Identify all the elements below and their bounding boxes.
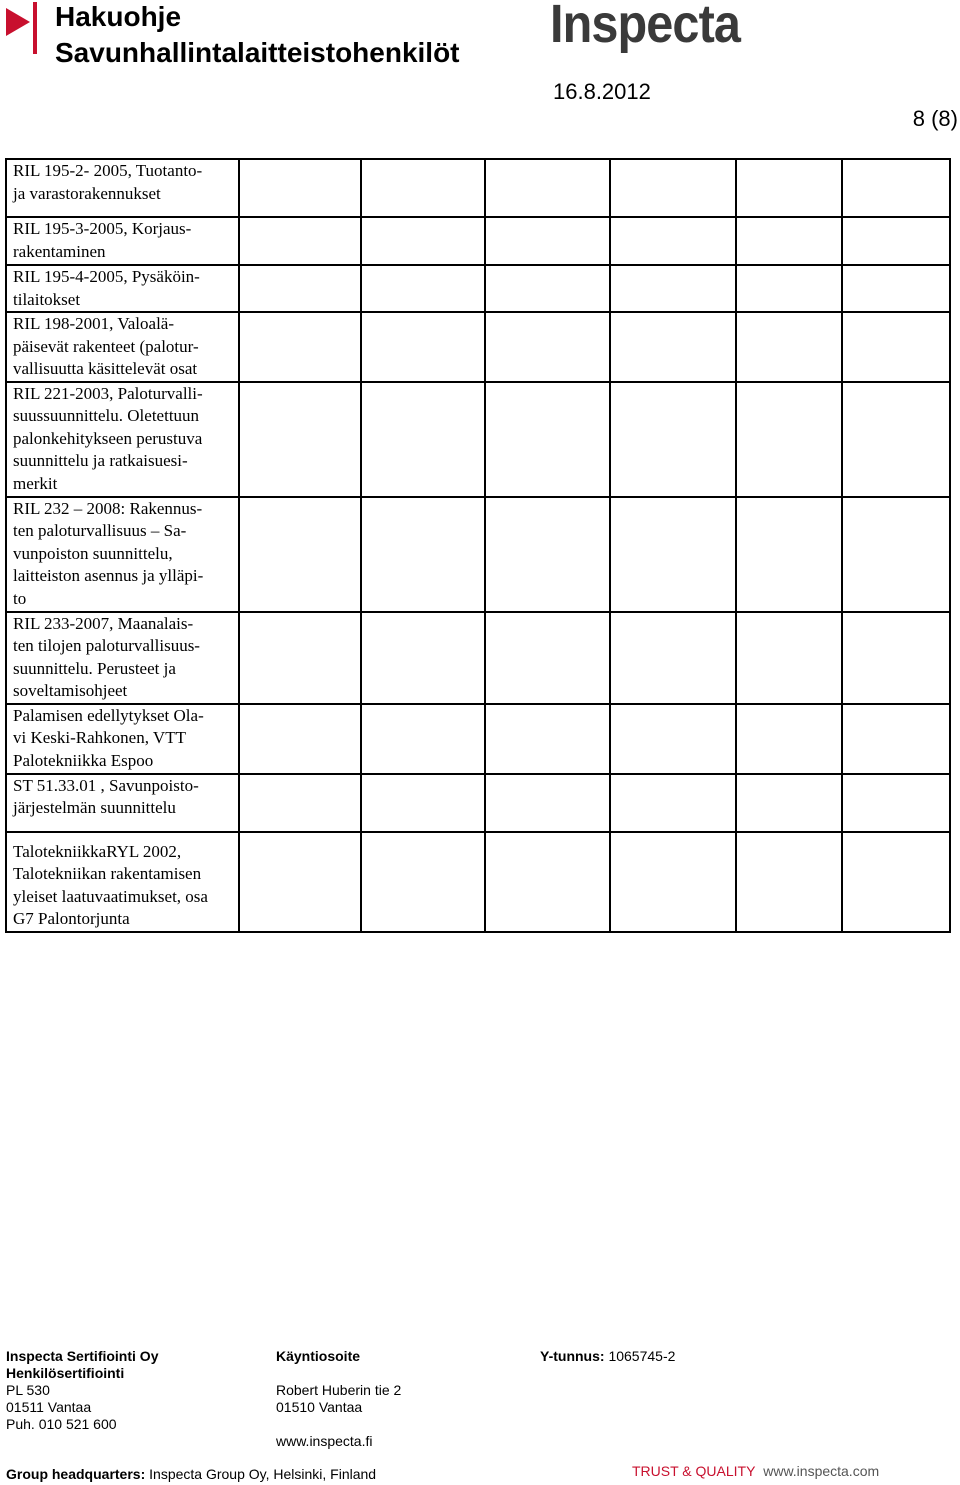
empty-cell bbox=[361, 774, 485, 832]
empty-cell bbox=[485, 159, 610, 217]
footer-phone: Puh. 010 521 600 bbox=[6, 1416, 117, 1432]
empty-cell bbox=[485, 312, 610, 382]
empty-cell bbox=[736, 265, 842, 312]
reference-cell bbox=[6, 265, 239, 312]
empty-cell bbox=[736, 312, 842, 382]
table-row bbox=[6, 774, 950, 832]
reference-line: soveltamisohjeet bbox=[13, 681, 128, 700]
reference-line: RIL 195-3-2005, Korjaus- bbox=[13, 219, 192, 238]
document-subtitle: Savunhallintalaitteistohenkilöt bbox=[55, 37, 460, 68]
empty-cell bbox=[736, 704, 842, 774]
reference-cell bbox=[6, 312, 239, 382]
empty-cell bbox=[485, 832, 610, 932]
empty-cell bbox=[361, 159, 485, 217]
table-row bbox=[6, 382, 950, 497]
footer-po-box: PL 530 bbox=[6, 1382, 50, 1398]
empty-cell bbox=[361, 497, 485, 612]
footer-visit-label: Käyntiosoite bbox=[276, 1348, 361, 1364]
empty-cell bbox=[842, 497, 950, 612]
empty-cell bbox=[842, 832, 950, 932]
footer-visit-postal: 01510 Vantaa bbox=[276, 1399, 363, 1415]
inspecta-logo: Inspecta bbox=[550, 0, 740, 54]
reference-line: suunnittelu ja ratkaisuesi- bbox=[13, 451, 188, 470]
empty-cell bbox=[842, 159, 950, 217]
empty-cell bbox=[239, 159, 361, 217]
reference-cell bbox=[6, 832, 239, 932]
reference-line: järjestelmän suunnittelu bbox=[13, 798, 176, 817]
empty-cell bbox=[361, 612, 485, 704]
reference-line: RIL 233-2007, Maanalais- bbox=[13, 613, 194, 633]
reference-cell bbox=[6, 612, 239, 704]
reference-line: laitteiston asennus ja ylläpi- bbox=[13, 566, 204, 585]
empty-cell bbox=[361, 217, 485, 265]
inspecta-logo-mark bbox=[6, 0, 38, 54]
empty-cell bbox=[842, 612, 950, 704]
footer-company: Inspecta Sertifiointi Oy bbox=[6, 1348, 159, 1364]
reference-line: suunnittelu. Perusteet ja bbox=[13, 658, 176, 678]
empty-cell bbox=[239, 497, 361, 612]
empty-cell bbox=[842, 312, 950, 382]
empty-cell bbox=[610, 382, 736, 497]
empty-cell bbox=[361, 382, 485, 497]
reference-cell bbox=[6, 704, 239, 774]
table-row bbox=[6, 312, 950, 382]
reference-cell bbox=[6, 774, 239, 832]
empty-cell bbox=[239, 265, 361, 312]
reference-line: palonkehitykseen perustuva bbox=[13, 428, 203, 448]
empty-cell bbox=[485, 217, 610, 265]
reference-table bbox=[5, 158, 951, 933]
reference-line: tilaitokset bbox=[13, 289, 81, 309]
footer-ytunnus bbox=[540, 1348, 675, 1365]
hq-value: Inspecta Group Oy, Helsinki, Finland bbox=[149, 1466, 377, 1482]
empty-cell bbox=[842, 265, 950, 312]
empty-cell bbox=[239, 774, 361, 832]
reference-line: RIL 221-2003, Paloturvalli- bbox=[13, 383, 203, 403]
empty-cell bbox=[610, 832, 736, 932]
reference-line: vi Keski-Rahkonen, VTT bbox=[13, 728, 186, 747]
empty-cell bbox=[485, 497, 610, 612]
reference-line: Palotekniikka Espoo bbox=[13, 750, 154, 770]
reference-line: RIL 198-2001, Valoalä- bbox=[13, 314, 174, 333]
empty-cell bbox=[485, 382, 610, 497]
reference-line: ST 51.33.01 , Savunpoisto- bbox=[13, 775, 199, 795]
table-row bbox=[6, 265, 950, 312]
footer-street: Robert Huberin tie 2 bbox=[276, 1382, 402, 1398]
footer-postal: 01511 Vantaa bbox=[6, 1399, 92, 1415]
reference-cell bbox=[6, 217, 239, 265]
empty-cell bbox=[842, 217, 950, 265]
empty-cell bbox=[842, 704, 950, 774]
empty-cell bbox=[610, 265, 736, 312]
empty-cell bbox=[736, 497, 842, 612]
reference-line: vallisuutta käsittelevät osat bbox=[13, 359, 198, 378]
reference-line: ten paloturvallisuus – Sa- bbox=[13, 521, 187, 540]
footer-website: www.inspecta.fi bbox=[276, 1433, 373, 1449]
empty-cell bbox=[485, 704, 610, 774]
reference-line: Palamisen edellytykset Ola- bbox=[13, 705, 204, 725]
reference-line: Talotekniikan rakentamisen bbox=[13, 864, 202, 883]
empty-cell bbox=[239, 382, 361, 497]
footer-hq bbox=[6, 1466, 376, 1483]
trust-url: www.inspecta.com bbox=[763, 1463, 880, 1479]
empty-cell bbox=[842, 382, 950, 497]
table-row bbox=[6, 217, 950, 265]
reference-line: rakentaminen bbox=[13, 241, 106, 261]
document-title: Hakuohje bbox=[55, 1, 182, 32]
reference-line: ja varastorakennukset bbox=[13, 183, 161, 203]
empty-cell bbox=[361, 265, 485, 312]
empty-cell bbox=[736, 217, 842, 265]
empty-cell bbox=[610, 497, 736, 612]
ytunnus-label: Y-tunnus: bbox=[540, 1348, 605, 1364]
empty-cell bbox=[610, 774, 736, 832]
empty-cell bbox=[239, 217, 361, 265]
ytunnus-value: 1065745-2 bbox=[608, 1348, 676, 1364]
empty-cell bbox=[736, 382, 842, 497]
empty-cell bbox=[610, 612, 736, 704]
footer-trust bbox=[632, 1463, 879, 1480]
empty-cell bbox=[610, 312, 736, 382]
empty-cell bbox=[485, 265, 610, 312]
empty-cell bbox=[239, 832, 361, 932]
reference-line: RIL 195-2- 2005, Tuotanto- bbox=[13, 161, 203, 180]
reference-line: suussuunnittelu. Oletettuun bbox=[13, 406, 200, 425]
empty-cell bbox=[736, 774, 842, 832]
table-row bbox=[6, 704, 950, 774]
empty-cell bbox=[239, 704, 361, 774]
trust-quality-slogan: TRUST & QUALITY bbox=[632, 1463, 756, 1479]
reference-line: merkit bbox=[13, 473, 58, 493]
empty-cell bbox=[842, 774, 950, 832]
reference-line: yleiset laatuvaatimukset, osa bbox=[13, 886, 208, 906]
reference-line: vunpoiston suunnittelu, bbox=[13, 543, 173, 563]
reference-line: TalotekniikkaRYL 2002, bbox=[13, 841, 182, 861]
table-row bbox=[6, 612, 950, 704]
page-number: 8 (8) bbox=[912, 106, 958, 131]
table-row bbox=[6, 497, 950, 612]
table-row bbox=[6, 159, 950, 217]
empty-cell bbox=[736, 159, 842, 217]
document-date: 16.8.2012 bbox=[553, 79, 651, 104]
empty-cell bbox=[485, 612, 610, 704]
empty-cell bbox=[361, 832, 485, 932]
reference-line: RIL 232 – 2008: Rakennus- bbox=[13, 498, 203, 518]
table-row bbox=[6, 832, 950, 932]
empty-cell bbox=[736, 832, 842, 932]
empty-cell bbox=[610, 704, 736, 774]
reference-line: to bbox=[13, 588, 27, 608]
hq-label: Group headquarters: bbox=[6, 1466, 146, 1482]
empty-cell bbox=[610, 159, 736, 217]
empty-cell bbox=[239, 612, 361, 704]
reference-cell bbox=[6, 497, 239, 612]
reference-line: RIL 195-4-2005, Pysäköin- bbox=[13, 267, 200, 286]
empty-cell bbox=[361, 312, 485, 382]
footer-division: Henkilösertifiointi bbox=[6, 1365, 125, 1381]
empty-cell bbox=[736, 612, 842, 704]
reference-cell bbox=[6, 382, 239, 497]
reference-line: päisevät rakenteet (palotur- bbox=[13, 336, 199, 356]
reference-cell bbox=[6, 159, 239, 217]
empty-cell bbox=[610, 217, 736, 265]
empty-cell bbox=[485, 774, 610, 832]
reference-line: G7 Palontorjunta bbox=[13, 909, 130, 928]
reference-line: ten tilojen paloturvallisuus- bbox=[13, 636, 200, 655]
empty-cell bbox=[361, 704, 485, 774]
empty-cell bbox=[239, 312, 361, 382]
